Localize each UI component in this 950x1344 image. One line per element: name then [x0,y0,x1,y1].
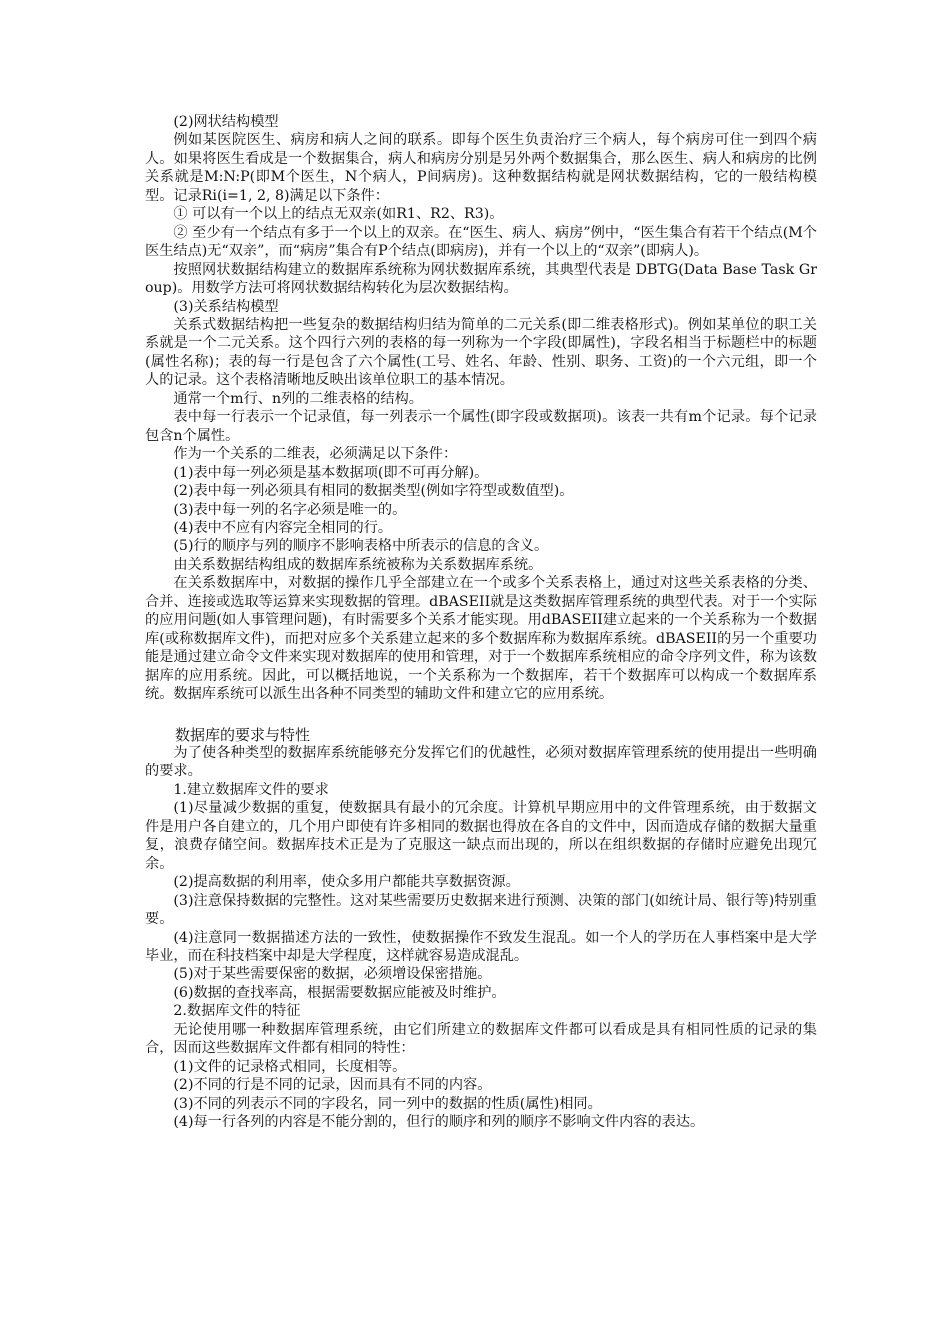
requirement-item: (4)注意同一数据描述方法的一致性，使数据操作不致发生混乱。如一个人的学历在人事档案中是大学毕业，而在科技档案中却是大学程度，这样就容易造成混乱。 [145,929,817,964]
paragraph: 按照网状数据结构建立的数据库系统称为网状数据库系统，其典型代表是 DBTG(Data Base Task Group)。用数学方法可将网状数据结构转化为层次数据结构。 [145,261,817,297]
paragraph: 由关系数据结构组成的数据库系统被称为关系数据库系统。 [173,556,543,573]
feature-item: (1)文件的记录格式相同，长度相等。 [173,1058,407,1075]
document-page [145,113,817,1132]
paragraph: 关系式数据结构把一些复杂的数据结构归结为简单的二元关系(即二维表格形式)。例如某单位的职工关系就是一个二元关系。这个四行六列的表格的每一列称为一个字段(即属性)，字段名相当于标题栏中的标题(属性名称)；表的每一行是包含了六个属性(工号、姓名、年龄、性别、职务、工资)的一个六元组，即一个人的记录。这个表格清晰地反映出该单位职工的基本情况。 [145,316,817,389]
condition-item: ① 可以有一个以上的结点无双亲(如R1、R2、R3)。 [173,206,504,223]
requirement-item: (5)对于某些需要保密的数据，必须增设保密措施。 [173,966,492,983]
feature-item: (3)不同的列表示不同的字段名，同一列中的数据的性质(属性)相同。 [173,1095,602,1112]
subheading-file-requirements: 1.建立数据库文件的要求 [173,781,329,798]
condition-item: (4)表中不应有内容完全相同的行。 [173,519,393,536]
section-heading-requirements: 数据库的要求与特性 [175,725,311,744]
paragraph: 作为一个关系的二维表，必须满足以下条件： [173,446,458,463]
condition-item: (1)表中每一列必须是基本数据项(即不可再分解)。 [173,464,489,481]
condition-item: ② 至少有一个结点有多于一个以上的双亲。在“医生、病人、病房”例中，“医生集合有若干个结点(M个医生结点)无“双亲”，而“病房”集合有P个结点(即病房)，并有一个以上的“双亲”(即病人)。 [145,224,817,260]
subheading-file-features: 2.数据库文件的特征 [173,1003,301,1020]
section-requirements-features [145,744,817,1132]
feature-item: (4)每一行各列的内容是不能分割的，但行的顺序和列的顺序不影响文件内容的表达。 [173,1114,705,1131]
paragraph: 无论使用哪一种数据库管理系统，由它们所建立的数据库文件都可以看成是具有相同性质的记录的集合，因而这些数据库文件都有相同的特性： [145,1021,817,1057]
paragraph: 例如某医院医生、病房和病人之间的联系。即每个医生负责治疗三个病人，每个病房可住一到四个病人。如果将医生看成是一个数据集合，病人和病房分别是另外两个数据集合，那么医生、病人和病房的比例关系就是M:N:P(即M个医生，N个病人，P间病房)。这种数据结构就是网状数据结构，它的一般结构模型。记录Ri(i=1, 2, 8)满足以下条件： [145,132,817,204]
condition-item: (3)表中每一列的名字必须是唯一的。 [173,501,407,518]
paragraph: 通常一个m行、n列的二维表格的结构。 [173,390,423,407]
requirement-item: (2)提高数据的利用率，使众多用户都能共享数据资源。 [173,874,520,891]
subheading-network-model: (2)网状结构模型 [173,114,279,130]
subheading-relational-model: (3)关系结构模型 [173,298,279,315]
paragraph: 在关系数据库中，对数据的操作几乎全部建立在一个或多个关系表格上，通过对这些关系表格的分类、合并、连接或选取等运算来实现数据的管理。dBASEII就是这类数据库管理系统的典型代表。对于一个实际的应用问题(如人事管理问题)，有时需要多个关系才能实现。用dBASEII建立起来的一个关系称为一个数据库(或称数据库文件)，而把对应多个关系建立起来的多个数据库称为数据库系统。dBASEII的另一个重要功能是通过建立命令文件来实现对数据库的使用和管理，对于一个数据库系统相应的命令序列文件，称为该数据库的应用系统。因此，可以概括地说，一个关系称为一个数据库，若干个数据库可以构成一个数据库系统。数据库系统可以派生出各种不同类型的辅助文件和建立它的应用系统。 [145,575,817,703]
feature-item: (2)不同的行是不同的记录，因而具有不同的内容。 [173,1077,492,1094]
condition-item: (5)行的顺序与列的顺序不影响表格中所表示的信息的含义。 [173,538,549,555]
condition-item: (2)表中每一列必须具有相同的数据类型(例如字符型或数值型)。 [173,483,574,500]
requirement-item: (1)尽量减少数据的重复，使数据具有最小的冗余度。计算机早期应用中的文件管理系统，由于数据文件是用户各自建立的，几个用户即使有许多相同的数据也得放在各自的文件中，因而造成存储的数据大量重复，浪费存储空间。数据库技术正是为了克服这一缺点而出现的，所以在组织数据的存储时应避免出现冗余。 [145,800,817,872]
requirement-item: (3)注意保持数据的完整性。这对某些需要历史数据来进行预测、决策的部门(如统计局、银行等)特别重要。 [145,892,817,928]
section-network-relational-models [145,113,817,704]
paragraph: 表中每一行表示一个记录值，每一列表示一个属性(即字段或数据项)。该表一共有m个记录。每个记录包含n个属性。 [145,409,817,444]
paragraph: 为了使各种类型的数据库系统能够充分发挥它们的优越性，必须对数据库管理系统的使用提出一些明确的要求。 [145,745,817,780]
requirement-item: (6)数据的查找率高，根据需要数据应能被及时维护。 [173,984,506,1001]
